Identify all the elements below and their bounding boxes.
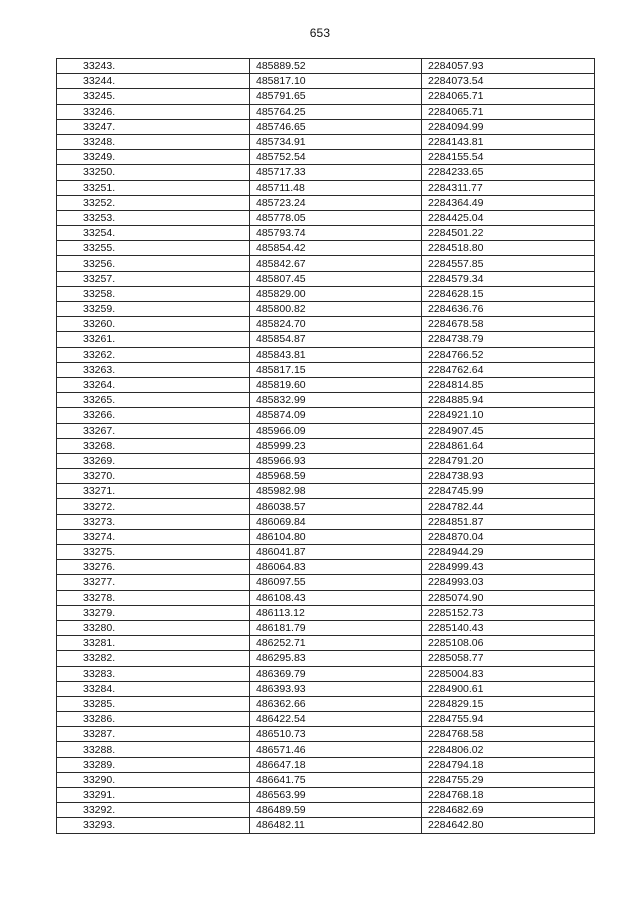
point-number-cell: 33269.: [57, 453, 250, 468]
point-number-cell: 33271.: [57, 484, 250, 499]
x-coordinate-cell: 485982.98: [250, 484, 422, 499]
point-number-cell: 33285.: [57, 696, 250, 711]
x-coordinate-cell: 485817.15: [250, 362, 422, 377]
y-coordinate-cell: 2284628.15: [422, 286, 595, 301]
table-row: [57, 74, 595, 89]
y-coordinate-cell: 2284364.49: [422, 195, 595, 210]
x-coordinate-cell: 485824.70: [250, 317, 422, 332]
y-coordinate-cell: 2285074.90: [422, 590, 595, 605]
y-coordinate-cell: 2284143.81: [422, 134, 595, 149]
point-number-cell: 33253.: [57, 210, 250, 225]
point-number-cell: 33272.: [57, 499, 250, 514]
table-row: [57, 256, 595, 271]
y-coordinate-cell: 2284738.93: [422, 469, 595, 484]
x-coordinate-cell: 485966.93: [250, 453, 422, 468]
point-number-cell: 33276.: [57, 560, 250, 575]
point-number-cell: 33293.: [57, 818, 250, 833]
y-coordinate-cell: 2284944.29: [422, 545, 595, 560]
x-coordinate-cell: 486064.83: [250, 560, 422, 575]
x-coordinate-cell: 486563.99: [250, 788, 422, 803]
table-row: [57, 180, 595, 195]
x-coordinate-cell: 486647.18: [250, 757, 422, 772]
y-coordinate-cell: 2284766.52: [422, 347, 595, 362]
point-number-cell: 33251.: [57, 180, 250, 195]
point-number-cell: 33263.: [57, 362, 250, 377]
y-coordinate-cell: 2284885.94: [422, 393, 595, 408]
y-coordinate-cell: 2284851.87: [422, 514, 595, 529]
point-number-cell: 33279.: [57, 605, 250, 620]
table-row: [57, 620, 595, 635]
table-row: [57, 286, 595, 301]
x-coordinate-cell: 485817.10: [250, 74, 422, 89]
y-coordinate-cell: 2284057.93: [422, 59, 595, 74]
point-number-cell: 33248.: [57, 134, 250, 149]
x-coordinate-cell: 486422.54: [250, 712, 422, 727]
table-row: [57, 134, 595, 149]
y-coordinate-cell: 2284233.65: [422, 165, 595, 180]
y-coordinate-cell: 2284794.18: [422, 757, 595, 772]
point-number-cell: 33256.: [57, 256, 250, 271]
y-coordinate-cell: 2284678.58: [422, 317, 595, 332]
table-row: [57, 590, 595, 605]
point-number-cell: 33280.: [57, 620, 250, 635]
x-coordinate-cell: 486362.66: [250, 696, 422, 711]
point-number-cell: 33243.: [57, 59, 250, 74]
y-coordinate-cell: 2284870.04: [422, 529, 595, 544]
x-coordinate-cell: 486641.75: [250, 772, 422, 787]
x-coordinate-cell: 486113.12: [250, 605, 422, 620]
x-coordinate-cell: 485717.33: [250, 165, 422, 180]
table-row: [57, 772, 595, 787]
point-number-cell: 33270.: [57, 469, 250, 484]
table-row: [57, 788, 595, 803]
point-number-cell: 33282.: [57, 651, 250, 666]
point-number-cell: 33267.: [57, 423, 250, 438]
point-number-cell: 33252.: [57, 195, 250, 210]
point-number-cell: 33265.: [57, 393, 250, 408]
x-coordinate-cell: 485746.65: [250, 119, 422, 134]
y-coordinate-cell: 2284921.10: [422, 408, 595, 423]
x-coordinate-cell: 485968.59: [250, 469, 422, 484]
x-coordinate-cell: 486104.80: [250, 529, 422, 544]
table-row: [57, 712, 595, 727]
x-coordinate-cell: 485711.48: [250, 180, 422, 195]
table-row: [57, 742, 595, 757]
point-number-cell: 33262.: [57, 347, 250, 362]
x-coordinate-cell: 486038.57: [250, 499, 422, 514]
point-number-cell: 33283.: [57, 666, 250, 681]
y-coordinate-cell: 2284425.04: [422, 210, 595, 225]
point-number-cell: 33250.: [57, 165, 250, 180]
x-coordinate-cell: 485819.60: [250, 377, 422, 392]
point-number-cell: 33288.: [57, 742, 250, 757]
point-number-cell: 33268.: [57, 438, 250, 453]
y-coordinate-cell: 2284518.80: [422, 241, 595, 256]
point-number-cell: 33260.: [57, 317, 250, 332]
x-coordinate-cell: 485778.05: [250, 210, 422, 225]
table-row: [57, 210, 595, 225]
y-coordinate-cell: 2284999.43: [422, 560, 595, 575]
table-row: [57, 104, 595, 119]
table-row: [57, 529, 595, 544]
x-coordinate-cell: 485793.74: [250, 226, 422, 241]
y-coordinate-cell: 2284501.22: [422, 226, 595, 241]
table-row: [57, 803, 595, 818]
x-coordinate-cell: 486069.84: [250, 514, 422, 529]
x-coordinate-cell: 486252.71: [250, 636, 422, 651]
x-coordinate-cell: 486097.55: [250, 575, 422, 590]
point-number-cell: 33247.: [57, 119, 250, 134]
point-number-cell: 33266.: [57, 408, 250, 423]
y-coordinate-cell: 2284907.45: [422, 423, 595, 438]
y-coordinate-cell: 2284745.99: [422, 484, 595, 499]
y-coordinate-cell: 2284814.85: [422, 377, 595, 392]
x-coordinate-cell: 485843.81: [250, 347, 422, 362]
table-row: [57, 681, 595, 696]
y-coordinate-cell: 2284642.80: [422, 818, 595, 833]
table-row: [57, 818, 595, 833]
point-number-cell: 33273.: [57, 514, 250, 529]
x-coordinate-cell: 485832.99: [250, 393, 422, 408]
table-row: [57, 484, 595, 499]
point-number-cell: 33258.: [57, 286, 250, 301]
point-number-cell: 33292.: [57, 803, 250, 818]
table-row: [57, 423, 595, 438]
x-coordinate-cell: 485966.09: [250, 423, 422, 438]
point-number-cell: 33246.: [57, 104, 250, 119]
x-coordinate-cell: 485807.45: [250, 271, 422, 286]
table-row: [57, 666, 595, 681]
table-row: [57, 727, 595, 742]
y-coordinate-cell: 2284806.02: [422, 742, 595, 757]
point-number-cell: 33291.: [57, 788, 250, 803]
table-row: [57, 271, 595, 286]
y-coordinate-cell: 2284636.76: [422, 302, 595, 317]
x-coordinate-cell: 485874.09: [250, 408, 422, 423]
table-row: [57, 332, 595, 347]
x-coordinate-cell: 485999.23: [250, 438, 422, 453]
table-row: [57, 453, 595, 468]
table-row: [57, 302, 595, 317]
x-coordinate-cell: 486108.43: [250, 590, 422, 605]
x-coordinate-cell: 486571.46: [250, 742, 422, 757]
x-coordinate-cell: 486482.11: [250, 818, 422, 833]
x-coordinate-cell: 485723.24: [250, 195, 422, 210]
table-row: [57, 499, 595, 514]
table-row: [57, 89, 595, 104]
y-coordinate-cell: 2284073.54: [422, 74, 595, 89]
table-row: [57, 545, 595, 560]
y-coordinate-cell: 2284557.85: [422, 256, 595, 271]
point-number-cell: 33275.: [57, 545, 250, 560]
point-number-cell: 33244.: [57, 74, 250, 89]
y-coordinate-cell: 2284755.29: [422, 772, 595, 787]
point-number-cell: 33274.: [57, 529, 250, 544]
point-number-cell: 33277.: [57, 575, 250, 590]
point-number-cell: 33286.: [57, 712, 250, 727]
table-row: [57, 575, 595, 590]
point-number-cell: 33259.: [57, 302, 250, 317]
table-row: [57, 757, 595, 772]
y-coordinate-cell: 2284579.34: [422, 271, 595, 286]
y-coordinate-cell: 2284738.79: [422, 332, 595, 347]
y-coordinate-cell: 2284311.77: [422, 180, 595, 195]
table-row: [57, 59, 595, 74]
table-row: [57, 408, 595, 423]
coordinates-table: [56, 58, 595, 834]
coordinates-table-body: [57, 59, 595, 834]
table-row: [57, 119, 595, 134]
x-coordinate-cell: 485752.54: [250, 150, 422, 165]
x-coordinate-cell: 485889.52: [250, 59, 422, 74]
table-row: [57, 605, 595, 620]
x-coordinate-cell: 486510.73: [250, 727, 422, 742]
point-number-cell: 33249.: [57, 150, 250, 165]
table-row: [57, 195, 595, 210]
y-coordinate-cell: 2284065.71: [422, 89, 595, 104]
y-coordinate-cell: 2284782.44: [422, 499, 595, 514]
point-number-cell: 33264.: [57, 377, 250, 392]
x-coordinate-cell: 486295.83: [250, 651, 422, 666]
x-coordinate-cell: 486393.93: [250, 681, 422, 696]
y-coordinate-cell: 2284065.71: [422, 104, 595, 119]
y-coordinate-cell: 2284861.64: [422, 438, 595, 453]
y-coordinate-cell: 2285108.06: [422, 636, 595, 651]
table-row: [57, 651, 595, 666]
table-row: [57, 165, 595, 180]
table-row: [57, 347, 595, 362]
y-coordinate-cell: 2284755.94: [422, 712, 595, 727]
x-coordinate-cell: 485734.91: [250, 134, 422, 149]
y-coordinate-cell: 2284762.64: [422, 362, 595, 377]
x-coordinate-cell: 485854.87: [250, 332, 422, 347]
table-row: [57, 317, 595, 332]
y-coordinate-cell: 2284094.99: [422, 119, 595, 134]
point-number-cell: 33290.: [57, 772, 250, 787]
y-coordinate-cell: 2285140.43: [422, 620, 595, 635]
point-number-cell: 33255.: [57, 241, 250, 256]
point-number-cell: 33261.: [57, 332, 250, 347]
point-number-cell: 33257.: [57, 271, 250, 286]
x-coordinate-cell: 485791.65: [250, 89, 422, 104]
table-row: [57, 696, 595, 711]
x-coordinate-cell: 485800.82: [250, 302, 422, 317]
y-coordinate-cell: 2284682.69: [422, 803, 595, 818]
y-coordinate-cell: 2284791.20: [422, 453, 595, 468]
y-coordinate-cell: 2284768.58: [422, 727, 595, 742]
point-number-cell: 33284.: [57, 681, 250, 696]
table-row: [57, 438, 595, 453]
y-coordinate-cell: 2285004.83: [422, 666, 595, 681]
x-coordinate-cell: 485764.25: [250, 104, 422, 119]
y-coordinate-cell: 2284768.18: [422, 788, 595, 803]
point-number-cell: 33287.: [57, 727, 250, 742]
table-row: [57, 377, 595, 392]
x-coordinate-cell: 486489.59: [250, 803, 422, 818]
point-number-cell: 33245.: [57, 89, 250, 104]
y-coordinate-cell: 2284993.03: [422, 575, 595, 590]
table-row: [57, 150, 595, 165]
y-coordinate-cell: 2284900.61: [422, 681, 595, 696]
table-row: [57, 469, 595, 484]
point-number-cell: 33254.: [57, 226, 250, 241]
y-coordinate-cell: 2284155.54: [422, 150, 595, 165]
x-coordinate-cell: 486181.79: [250, 620, 422, 635]
table-row: [57, 241, 595, 256]
table-row: [57, 636, 595, 651]
y-coordinate-cell: 2285152.73: [422, 605, 595, 620]
table-row: [57, 560, 595, 575]
x-coordinate-cell: 486369.79: [250, 666, 422, 681]
x-coordinate-cell: 485829.00: [250, 286, 422, 301]
point-number-cell: 33281.: [57, 636, 250, 651]
table-row: [57, 514, 595, 529]
page-number: 653: [309, 26, 331, 40]
table-row: [57, 393, 595, 408]
y-coordinate-cell: 2284829.15: [422, 696, 595, 711]
y-coordinate-cell: 2285058.77: [422, 651, 595, 666]
point-number-cell: 33278.: [57, 590, 250, 605]
point-number-cell: 33289.: [57, 757, 250, 772]
x-coordinate-cell: 486041.87: [250, 545, 422, 560]
x-coordinate-cell: 485842.67: [250, 256, 422, 271]
table-row: [57, 226, 595, 241]
table-row: [57, 362, 595, 377]
x-coordinate-cell: 485854.42: [250, 241, 422, 256]
